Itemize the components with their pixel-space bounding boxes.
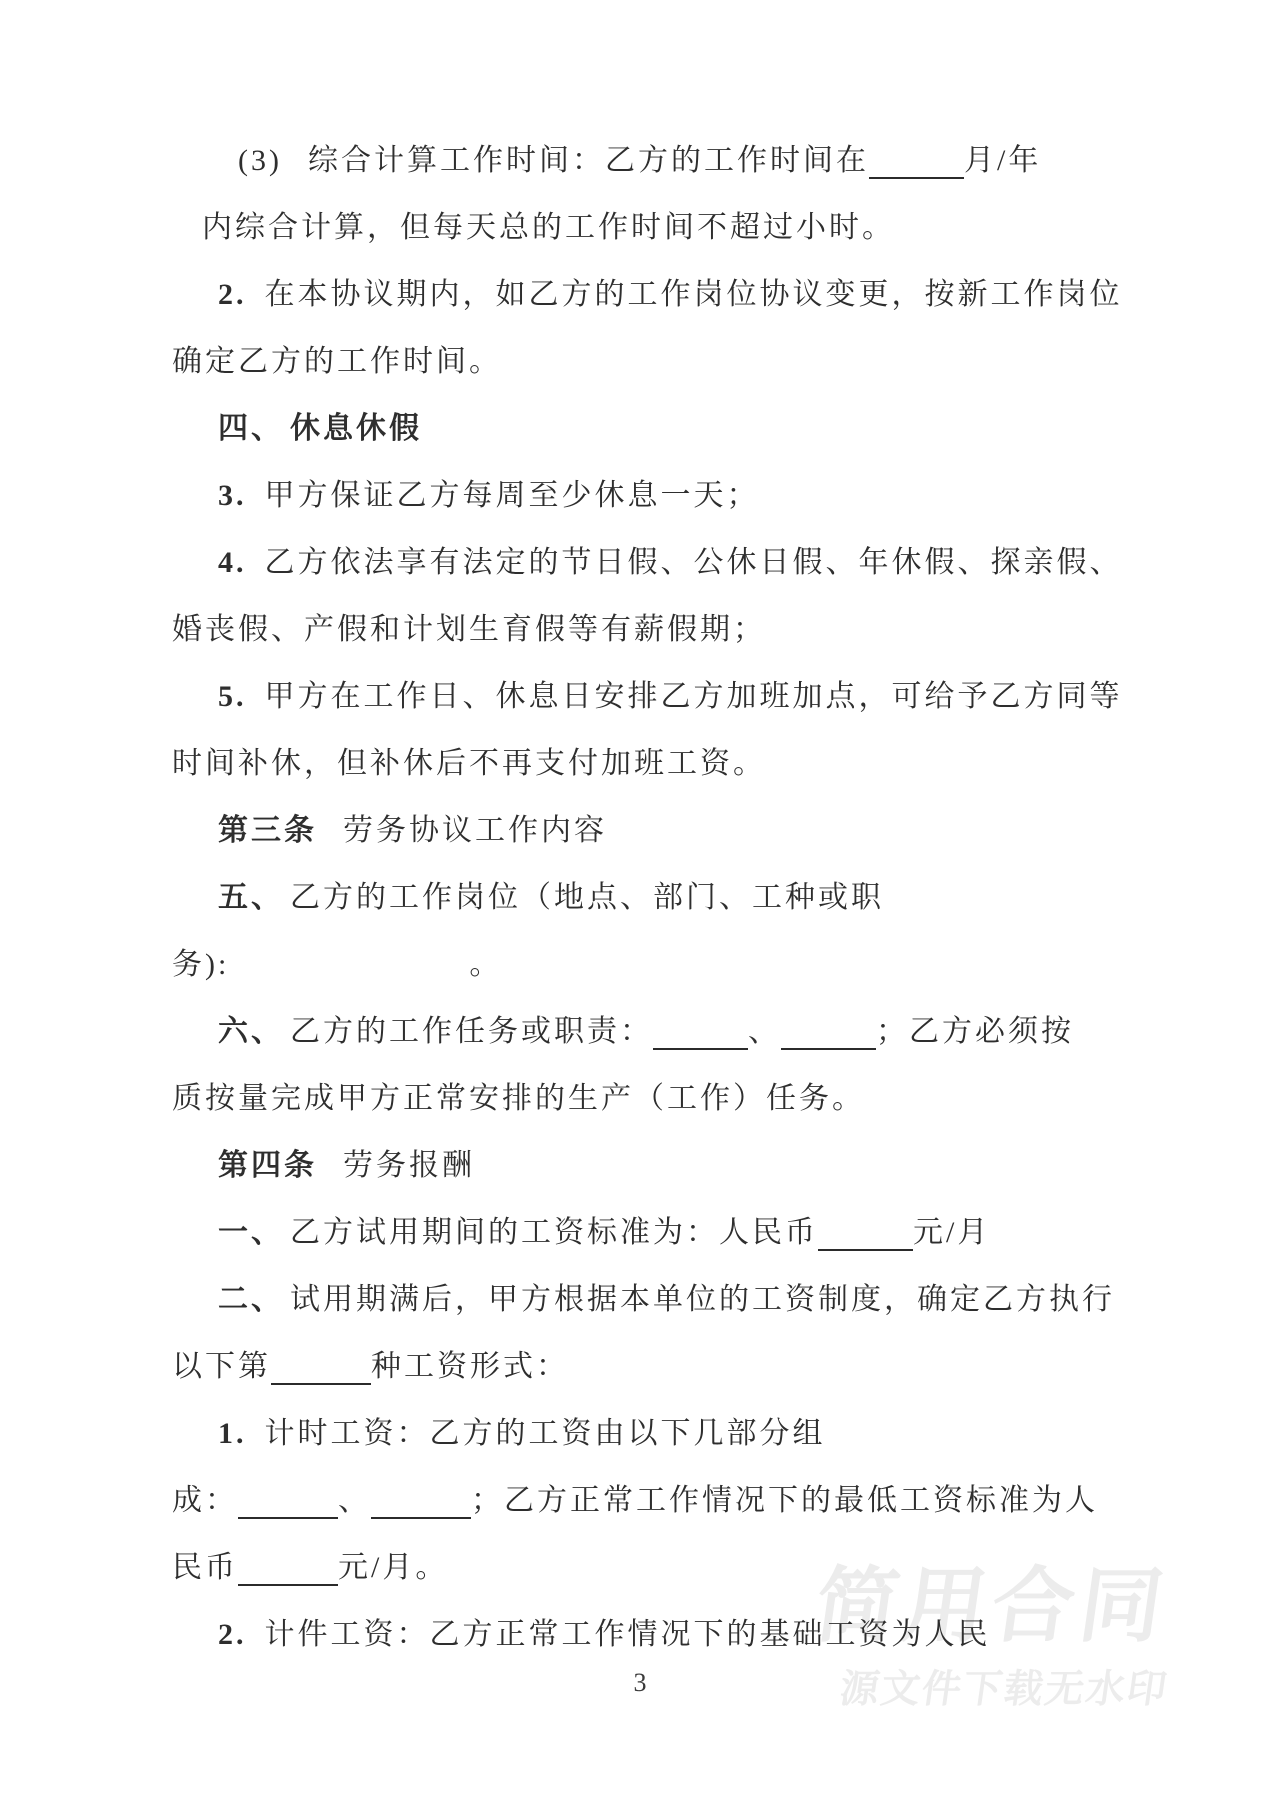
article-title: 劳务报酬 <box>343 1149 475 1182</box>
clause-text: 内综合计算，但每天总的工作时间不超过小时。 <box>202 211 895 244</box>
para-item-wu-cont <box>172 931 1122 998</box>
heading-article-4 <box>172 1132 1122 1199</box>
section-marker: 四、 <box>218 412 284 445</box>
blank-underline <box>238 1487 338 1519</box>
clause-text: 元/月。 <box>338 1551 449 1584</box>
clause-text: 乙方的工作岗位（地点、部门、工种或职 <box>290 881 884 914</box>
para-item-2 <box>172 261 1122 328</box>
clause-text: 以下第 <box>172 1350 271 1383</box>
clause-text: 月/年 <box>963 144 1042 177</box>
clause-text: ；乙方必须按 <box>876 1015 1074 1048</box>
para-hourly-wage <box>172 1400 1122 1467</box>
clause-text: 乙方试用期间的工资标准为：人民币 <box>290 1216 818 1249</box>
item-number: 2. <box>218 1618 247 1651</box>
section-title: 休息休假 <box>290 412 422 445</box>
para-comprehensive-hours-cont <box>172 194 1122 261</box>
clause-text: 甲方在工作日、休息日安排乙方加班加点，可给予乙方同等 <box>264 680 1123 713</box>
item-number: 3. <box>218 479 247 512</box>
contract-body <box>172 127 1122 1668</box>
item-number: 1. <box>218 1417 247 1450</box>
clause-text: 务): <box>172 948 230 981</box>
para-item-liu-cont <box>172 1065 1122 1132</box>
para-item-4-cont <box>172 596 1122 663</box>
blank-underline <box>781 1018 876 1050</box>
para-item-2-cont <box>172 328 1122 395</box>
clause-text: 婚丧假、产假和计划生育假等有薪假期； <box>172 613 766 646</box>
clause-text: 质按量完成甲方正常安排的生产（工作）任务。 <box>172 1082 865 1115</box>
para-comprehensive-hours <box>172 127 1122 194</box>
para-item-4 <box>172 529 1122 596</box>
clause-text: 试用期满后，甲方根据本单位的工资制度，确定乙方执行 <box>290 1283 1115 1316</box>
item-number: 一、 <box>218 1216 284 1249</box>
clause-text: 元/月 <box>913 1216 991 1249</box>
blank-underline <box>271 1353 371 1385</box>
blank-underline <box>371 1487 471 1519</box>
page-number: 3 <box>633 1668 647 1697</box>
clause-text: 计件工资：乙方正常工作情况下的基础工资为人民 <box>264 1618 991 1651</box>
item-number: (3) <box>238 144 282 177</box>
clause-text: 综合计算工作时间：乙方的工作时间在 <box>307 144 869 177</box>
item-number: 4. <box>218 546 247 579</box>
para-item-5-cont <box>172 730 1122 797</box>
para-hourly-wage-cont2 <box>172 1534 1122 1601</box>
clause-text: 确定乙方的工作时间。 <box>172 345 502 378</box>
clause-text: 乙方的工作任务或职责： <box>290 1015 653 1048</box>
clause-text: 甲方保证乙方每周至少休息一天； <box>264 479 760 512</box>
clause-text: 在本协议期内，如乙方的工作岗位协议变更，按新工作岗位 <box>264 278 1123 311</box>
para-hourly-wage-cont1 <box>172 1467 1122 1534</box>
clause-text: 种工资形式： <box>371 1350 569 1383</box>
para-item-er-cont <box>172 1333 1122 1400</box>
blank-underline <box>818 1219 913 1251</box>
blank-underline <box>869 147 964 179</box>
clause-text: ；乙方正常工作情况下的最低工资标准为人 <box>471 1484 1098 1517</box>
para-item-wu <box>172 864 1122 931</box>
heading-rest-and-leave <box>172 395 1122 462</box>
heading-article-3 <box>172 797 1122 864</box>
item-number: 5. <box>218 680 247 713</box>
clause-text: 成： <box>172 1484 238 1517</box>
blank-underline <box>653 1018 748 1050</box>
watermark-brand: 简用合同 <box>809 1561 1175 1652</box>
para-item-er <box>172 1266 1122 1333</box>
para-item-liu <box>172 998 1122 1065</box>
para-item-3 <box>172 462 1122 529</box>
clause-text: 计时工资：乙方的工资由以下几部分组 <box>264 1417 826 1450</box>
clause-text: 民币 <box>172 1551 238 1584</box>
blank-underline <box>238 1554 338 1586</box>
para-item-yi <box>172 1199 1122 1266</box>
item-number: 二、 <box>218 1283 284 1316</box>
clause-text: 、 <box>338 1484 371 1517</box>
para-item-5 <box>172 663 1122 730</box>
article-marker: 第三条 <box>218 814 317 847</box>
clause-text: 、 <box>748 1015 781 1048</box>
item-number: 2. <box>218 278 247 311</box>
article-marker: 第四条 <box>218 1149 317 1182</box>
para-piece-wage <box>172 1601 1122 1668</box>
article-title: 劳务协议工作内容 <box>343 814 607 847</box>
clause-text: 乙方依法享有法定的节日假、公休日假、年休假、探亲假、 <box>264 546 1123 579</box>
clause-text: 时间补休，但补休后不再支付加班工资。 <box>172 747 766 780</box>
watermark-tagline: 源文件下载无水印 <box>836 1668 1172 1711</box>
item-number: 五、 <box>218 881 284 914</box>
clause-text: 。 <box>469 948 503 981</box>
item-number: 六、 <box>218 1015 284 1048</box>
